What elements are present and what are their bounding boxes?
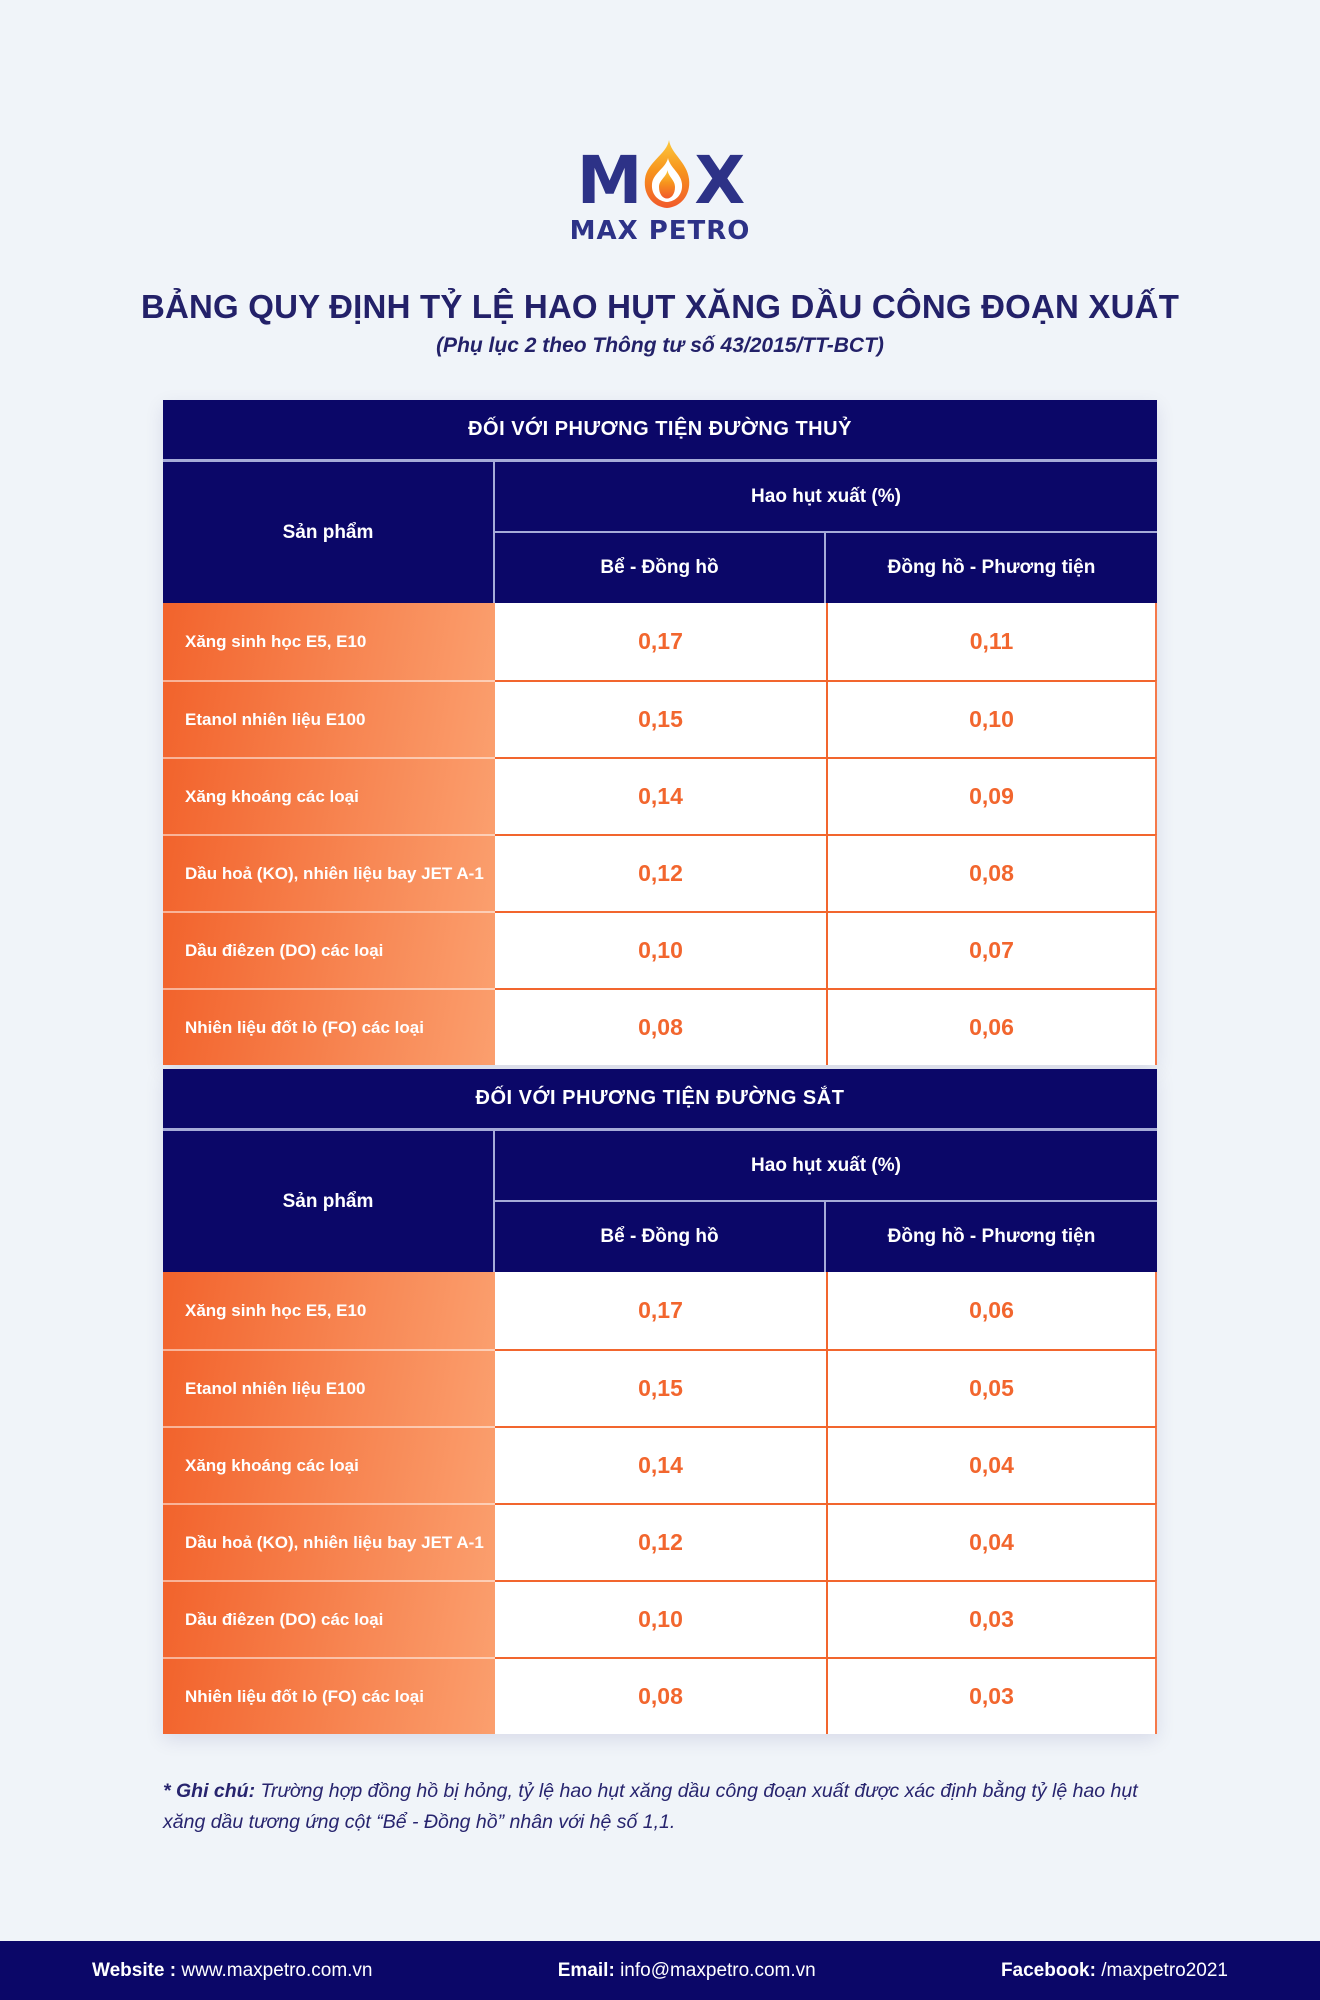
- footnote-label: * Ghi chú:: [163, 1780, 256, 1802]
- product-cell: Nhiên liệu đốt lò (FO) các loại: [163, 988, 495, 1065]
- value-cell: 0,07: [826, 911, 1157, 988]
- table-row: [163, 911, 1157, 988]
- value-cell: 0,10: [826, 680, 1157, 757]
- column-header-meter-vehicle: Đồng hồ - Phương tiện: [887, 1226, 1096, 1247]
- table-row: [163, 603, 1157, 680]
- column-header-tank-meter: Bể - Đồng hồ: [495, 1202, 826, 1272]
- value-cell: 0,03: [826, 1657, 1157, 1734]
- value-cell: 0,14: [495, 757, 826, 834]
- product-cell: Dầu hoả (KO), nhiên liệu bay JET A-1: [163, 834, 495, 911]
- value-cell: 0,04: [826, 1503, 1157, 1580]
- page-title: BẢNG QUY ĐỊNH TỶ LỆ HAO HỤT XĂNG DẦU CÔNG ĐOẠN XUẤT: [140, 288, 1180, 325]
- value-cell: 0,12: [495, 1503, 826, 1580]
- column-header-loss-group: Hao hụt xuất (%): [495, 462, 1157, 533]
- column-header-loss-group: Hao hụt xuất (%): [495, 1131, 1157, 1202]
- table-railway-header: [163, 1128, 1157, 1272]
- table-row: [163, 757, 1157, 834]
- value-cell: 0,08: [495, 1657, 826, 1734]
- product-cell: Xăng sinh học E5, E10: [163, 603, 495, 680]
- footer-facebook-label: Facebook:: [1000, 1959, 1096, 1981]
- footer-facebook-value: /maxpetro2021: [1101, 1959, 1228, 1981]
- footer-email: [558, 1960, 816, 1982]
- table-waterway-title: ĐỐI VỚI PHƯƠNG TIỆN ĐƯỜNG THUỶ: [163, 400, 1157, 459]
- column-header-tank-meter: Bể - Đồng hồ: [495, 533, 826, 603]
- value-cell: 0,06: [826, 988, 1157, 1065]
- flame-icon: [642, 138, 692, 210]
- product-cell: Etanol nhiên liệu E100: [163, 680, 495, 757]
- page-subtitle: (Phụ lục 2 theo Thông tư số 43/2015/TT-BCT): [436, 334, 884, 357]
- column-header-meter-vehicle: Đồng hồ - Phương tiện: [887, 557, 1096, 578]
- footer-website: [92, 1960, 373, 1982]
- product-cell: Dầu điêzen (DO) các loại: [163, 911, 495, 988]
- value-cell: 0,08: [826, 834, 1157, 911]
- logo: [0, 0, 1320, 246]
- value-cell: 0,14: [495, 1426, 826, 1503]
- table-waterway-header: [163, 459, 1157, 603]
- table-row: [163, 834, 1157, 911]
- footer-website-label: Website :: [92, 1959, 177, 1981]
- table-row: [163, 1272, 1157, 1349]
- table-railway: [163, 1069, 1157, 1734]
- value-cell: 0,17: [495, 603, 826, 680]
- table-row: [163, 1657, 1157, 1734]
- value-cell: 0,15: [495, 1349, 826, 1426]
- table-row: [163, 1503, 1157, 1580]
- footer-email-value: info@maxpetro.com.vn: [620, 1959, 816, 1981]
- logo-letter-m: M: [576, 142, 641, 219]
- table-railway-title: ĐỐI VỚI PHƯƠNG TIỆN ĐƯỜNG SẮT: [163, 1069, 1157, 1128]
- column-header-product: Sản phẩm: [163, 462, 495, 603]
- table-waterway: [163, 400, 1157, 1065]
- value-cell: 0,10: [495, 1580, 826, 1657]
- footnote-text: Trường hợp đồng hồ bị hỏng, tỷ lệ hao hụt xăng dầu công đoạn xuất được xác định bằng tỷ lệ hao hụt xăng dầu tương ứng cột “Bể - Đồng hồ” nhân với hệ số 1,1.: [163, 1780, 1138, 1834]
- value-cell: 0,11: [826, 603, 1157, 680]
- value-cell: 0,10: [495, 911, 826, 988]
- value-cell: 0,05: [826, 1349, 1157, 1426]
- value-cell: 0,03: [826, 1580, 1157, 1657]
- value-cell: 0,08: [495, 988, 826, 1065]
- value-cell: 0,15: [495, 680, 826, 757]
- product-cell: Nhiên liệu đốt lò (FO) các loại: [163, 1657, 495, 1734]
- product-cell: Xăng khoáng các loại: [163, 757, 495, 834]
- value-cell: 0,09: [826, 757, 1157, 834]
- product-cell: Xăng sinh học E5, E10: [163, 1272, 495, 1349]
- tables-container: [163, 400, 1157, 1734]
- value-cell: 0,12: [495, 834, 826, 911]
- product-cell: Dầu hoả (KO), nhiên liệu bay JET A-1: [163, 1503, 495, 1580]
- table-row: [163, 1426, 1157, 1503]
- logo-brand-text: MAX PETRO: [569, 216, 751, 246]
- product-cell: Xăng khoáng các loại: [163, 1426, 495, 1503]
- table-row: [163, 1349, 1157, 1426]
- footer-email-label: Email:: [557, 1959, 615, 1981]
- column-header-product: Sản phẩm: [163, 1131, 495, 1272]
- product-cell: Dầu điêzen (DO) các loại: [163, 1580, 495, 1657]
- value-cell: 0,04: [826, 1426, 1157, 1503]
- footer-website-value: www.maxpetro.com.vn: [181, 1959, 373, 1981]
- logo-letter-x: X: [694, 142, 744, 219]
- logo-mark: [576, 136, 744, 219]
- footer-facebook: [1001, 1960, 1228, 1982]
- table-row: [163, 680, 1157, 757]
- table-row: [163, 1580, 1157, 1657]
- table-row: [163, 988, 1157, 1065]
- footnote: [163, 1776, 1157, 1838]
- product-cell: Etanol nhiên liệu E100: [163, 1349, 495, 1426]
- footer-bar: [0, 1941, 1320, 2000]
- value-cell: 0,17: [495, 1272, 826, 1349]
- value-cell: 0,06: [826, 1272, 1157, 1349]
